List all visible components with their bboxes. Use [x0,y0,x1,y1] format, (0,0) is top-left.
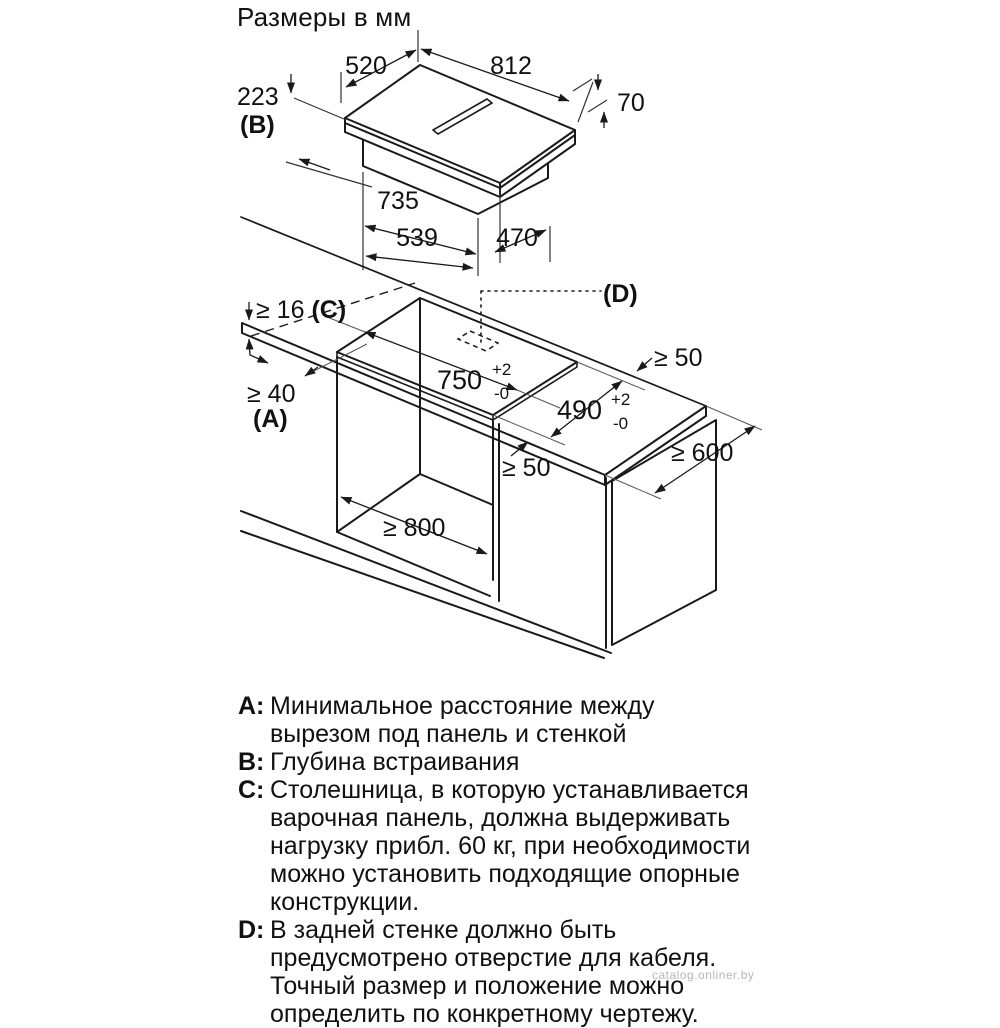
legend-text-A [270,692,798,748]
dim-223-label: 223 [237,83,279,111]
legend-line: Столешница, в которую устанавливается [270,776,749,804]
legend-line: конструкции. [270,888,420,916]
worktop-cutout-figure [241,217,762,658]
legend-line: Точный размер и положение можно [270,972,685,1000]
cabinet-interior [337,300,499,601]
page-title: Размеры в мм [237,2,412,32]
dim-C-key: (C) [311,296,347,324]
dim-735-label: 735 [377,187,419,215]
legend-item-B [238,748,798,776]
dim-line-223-bottom [299,159,330,170]
dim-490-label: 490 [557,395,603,425]
dim-490-tol-minus: -0 [613,414,629,433]
dim-line-539 [366,256,473,268]
legend-line: предусмотрено отверстие для кабеля. [270,944,717,972]
legend-line: можно установить подходящие опорные [270,860,740,888]
cable-hole-leader-dotted [481,291,601,346]
dim-750-label: 750 [437,365,483,395]
legend-key-C: C: [238,776,265,804]
legend-line: вырезом под панель и стенкой [270,720,627,748]
dim-50-front-label: ≥ 50 [502,454,551,482]
dim-16-value: ≥ 16 [256,296,305,324]
dim-line-40 [305,367,318,376]
legend-line: определить по конкретному чертежу. [270,1000,699,1028]
legend-text-B [270,748,798,776]
dim-750-tol-minus: -0 [494,384,510,403]
dim-470-label: 470 [496,224,538,252]
dim-16C-label [256,296,346,324]
legend-item-A [238,692,798,748]
cable-hole-dashed-rect [458,331,498,351]
legend-line: варочная панель, должна выдерживать [270,804,731,832]
dim-750-tol-plus: +2 [492,360,512,379]
dim-D-key: (D) [603,280,638,308]
legend-line: В задней стенке должно быть [270,916,617,944]
cabinet-outline [241,420,716,658]
dim-40-label: ≥ 40 [247,380,296,408]
watermark: catalog.onliner.by [652,968,755,982]
dim-50-back-label: ≥ 50 [654,344,703,372]
dim-line-50-back [637,358,652,371]
extension-ticks [286,30,607,276]
legend-line: Глубина встраивания [270,748,520,776]
cutout-outline [337,298,577,415]
hob-glass-top [345,65,575,183]
dim-A-key: (A) [253,405,288,433]
dim-800-label: ≥ 800 [383,514,446,542]
legend-line: нагрузку прибл. 60 кг, при необходимости [270,832,751,860]
legend-key-A: A: [238,692,265,720]
dim-520-label: 520 [345,52,387,80]
dim-70-label: 70 [617,89,645,117]
dim-B-key: (B) [240,111,275,139]
legend-line: Минимальное расстояние между [270,692,655,720]
dim-600-label: ≥ 600 [671,439,734,467]
hob-edge-lines [345,118,575,197]
worktop-slab [242,323,706,485]
legend-key-D: D: [238,916,265,944]
hob-dimensions-figure [237,30,645,276]
vent-slot [433,99,492,134]
dim-539-label: 539 [396,224,438,252]
dim-490-tol-plus: +2 [611,390,631,409]
dim-812-label: 812 [490,52,532,80]
legend-text-C [270,776,798,916]
legend-item-C [238,776,798,916]
legend-key-B: B: [238,748,265,776]
